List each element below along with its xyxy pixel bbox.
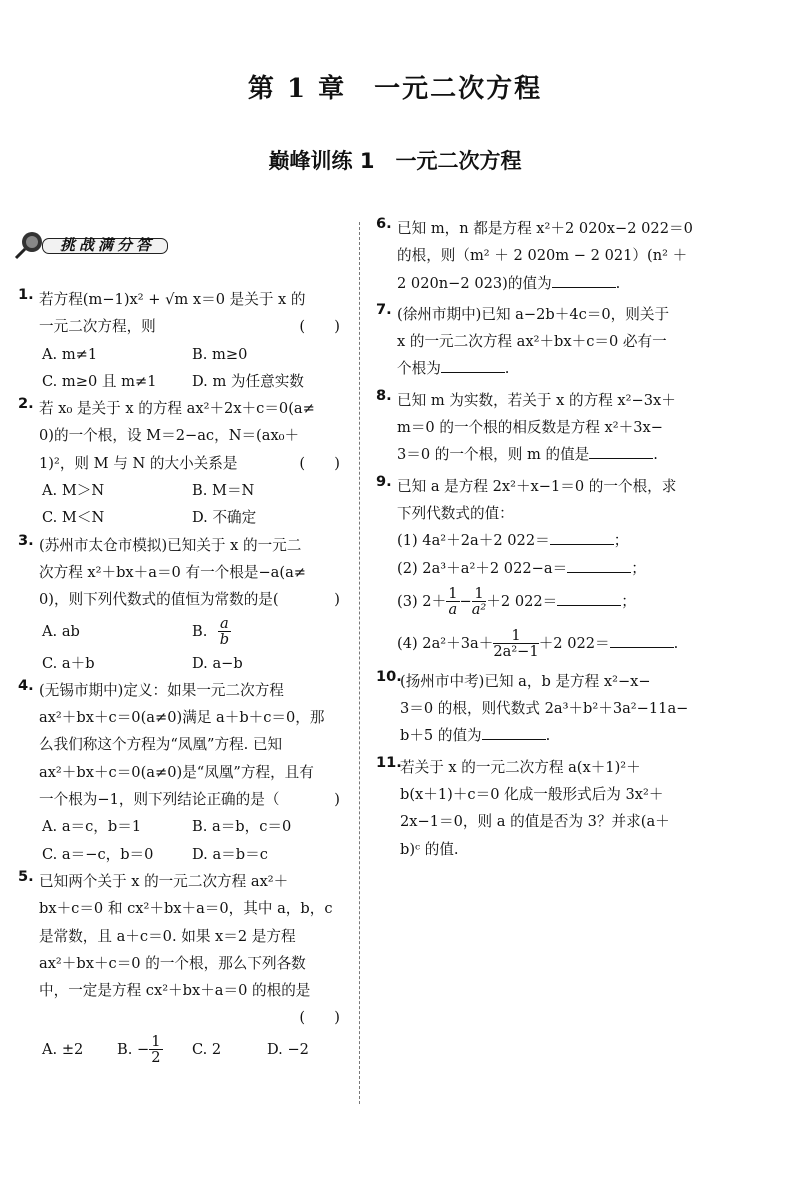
question-text: bx＋c＝0 和 cx²＋bx＋a＝0，其中 a，b，c [39, 900, 333, 918]
option-b: B. − $\frac{1}{2}$ [117, 1033, 161, 1067]
question-number: 6. [376, 215, 392, 232]
answer-paren: ( ) [299, 1009, 340, 1027]
option-c: C. 2 [192, 1040, 222, 1058]
question-text: x 的一元二次方程 ax²＋bx＋c＝0 必有一 [397, 333, 667, 351]
answer-blank[interactable] [610, 633, 674, 648]
question-7 [376, 301, 712, 383]
question-text: 若 x₀ 是关于 x 的方程 ax²＋2x＋c＝0(a≠ [39, 400, 315, 418]
option-b: B. M＝N [192, 482, 255, 500]
option-a: A. a＝c，b＝1 [42, 818, 142, 836]
option-d: D. m 为任意实数 [192, 372, 304, 390]
option-a: A. ab [42, 622, 80, 640]
answer-paren: ( ) [299, 454, 340, 472]
option-a: A. M＞N [42, 482, 105, 500]
option-c: C. a＝−c，b＝0 [42, 845, 154, 863]
option-d: D. −2 [267, 1040, 309, 1058]
question-text: ax²＋bx＋c＝0 的一个根，那么下列各数 [39, 954, 306, 972]
answer-blank[interactable] [567, 558, 631, 573]
answer-paren: ) [319, 591, 340, 609]
question-text: (扬州市中考)已知 a，b 是方程 x²−x− [400, 672, 651, 690]
fraction-numerator: 1 [448, 585, 458, 603]
sub-question-3: (3) 2＋ $\frac{1}{a}$ − $\frac{1}{\text{a²}}$ ＋2 022＝ ； [397, 585, 636, 619]
question-number: 10. [376, 667, 402, 685]
fraction-denominator: a² [471, 601, 487, 619]
chapter-title: 第 1 章 一元二次方程 [247, 74, 543, 104]
question-5 [18, 868, 344, 1068]
option-a: A. ±2 [42, 1040, 84, 1058]
challenge-badge [14, 228, 166, 262]
question-number: 8. [376, 386, 392, 404]
question-text: 是常数，且 a＋c＝0. 如果 x＝2 是方程 [39, 927, 296, 945]
question-text: 2 020n−2 023)的值为 . [397, 274, 621, 292]
question-2 [18, 395, 344, 531]
question-text [18, 1004, 344, 1031]
question-11 [376, 754, 712, 863]
question-number: 7. [376, 300, 392, 318]
fraction-denominator: 2a²−1 [493, 643, 539, 661]
sub-question-4: (4) 2a²＋3a＋ $\frac{1}{\text{2a²−1}}$ ＋2 022＝ . [397, 627, 679, 661]
question-text: 1)²，则 M 与 N 的大小关系是 ( ) [18, 450, 344, 477]
option-d: D. 不确定 [192, 509, 257, 527]
question-text: 3＝0 的一个根，则 m 的值是 . [397, 446, 658, 464]
question-text: (苏州市太仓市模拟)已知关于 x 的一元二 [39, 536, 302, 554]
sub-question-1: (1) 4a²＋2a＋2 022＝ ； [397, 532, 629, 550]
question-text: m＝0 的一个根的相反数是方程 x²＋3x− [397, 419, 663, 437]
option-d: D. a−b [192, 654, 243, 672]
question-1 [18, 286, 344, 395]
question-text: 已知两个关于 x 的一元二次方程 ax²＋ [39, 872, 289, 890]
question-8 [376, 387, 712, 469]
fraction-numerator: 1 [472, 586, 487, 602]
question-4 [18, 677, 344, 868]
question-text: 一元二次方程，则 ( ) [18, 313, 344, 340]
option-a: A. m≠1 [42, 345, 98, 363]
question-number: 9. [376, 472, 392, 490]
fraction-numerator: 1 [493, 628, 538, 644]
fraction-denominator: b [219, 631, 230, 649]
question-text: 个根为 . [397, 360, 510, 378]
question-text: 若关于 x 的一元二次方程 a(x＋1)²＋ [400, 758, 641, 776]
answer-blank[interactable] [557, 591, 621, 606]
question-text: 已知 a 是方程 2x²＋x−1＝0 的一个根，求 [397, 477, 677, 495]
question-text: 次方程 x²＋bx＋a＝0 有一个根是−a(a≠ [39, 563, 306, 581]
option-b: B. $\frac{a}{b}$ [192, 615, 230, 649]
right-column [376, 215, 712, 863]
answer-paren: ( ) [299, 318, 340, 336]
left-column [18, 286, 344, 1068]
question-number: 3. [18, 531, 34, 549]
answer-blank[interactable] [441, 358, 505, 373]
option-b: B. a＝b，c＝0 [192, 818, 292, 836]
question-number: 4. [18, 676, 34, 694]
question-text: 一个根为−1，则下列结论正确的是（ ) [18, 786, 344, 813]
badge-label: 挑战满分答 [60, 236, 156, 254]
fraction-denominator: a [448, 601, 458, 619]
answer-blank[interactable] [550, 530, 614, 545]
question-text: 的根，则（m² ＋ 2 020m − 2 021）(n² ＋ [397, 247, 688, 265]
question-number: 1. [18, 286, 34, 303]
question-text: 已知 m 为实数，若关于 x 的方程 x²−3x＋ [397, 391, 676, 409]
question-text: 3＝0 的根，则代数式 2a³＋b²＋3a²−11a− [400, 700, 689, 718]
question-text: 若方程(m−1)x² + √m x＝0 是关于 x 的 [39, 291, 306, 308]
sub-question-2: (2) 2a³＋a²＋2 022−a＝ ； [397, 559, 646, 577]
answer-blank[interactable] [482, 725, 546, 740]
question-text: 0)的一个根，设 M＝2−ac，N＝(ax₀＋ [39, 427, 300, 445]
question-text: 么我们称这个方程为“凤凰”方程. 已知 [39, 736, 283, 754]
option-b: B. m≥0 [192, 345, 248, 363]
question-9 [376, 473, 712, 666]
column-divider [359, 222, 360, 1104]
question-text: 2x−1＝0，则 a 的值是否为 3？并求(a＋ [400, 813, 670, 831]
answer-blank[interactable] [589, 444, 653, 459]
question-text: 下列代数式的值： [397, 504, 514, 522]
question-number: 11. [376, 753, 402, 771]
option-c: C. a＋b [42, 654, 95, 672]
question-text: (徐州市期中)已知 a−2b＋4c＝0，则关于 [397, 305, 670, 323]
fraction-denominator: 2 [151, 1049, 161, 1067]
question-text: b＋5 的值为 . [400, 727, 551, 745]
question-text: 已知 m，n 都是方程 x²＋2 020x−2 022＝0 [397, 220, 693, 237]
question-number: 2. [18, 395, 34, 413]
answer-blank[interactable] [552, 273, 616, 288]
question-number: 5. [18, 867, 34, 885]
fraction-numerator: 1 [151, 1033, 161, 1051]
question-text: ax²＋bx＋c＝0(a≠0)满足 a＋b＋c＝0，那 [39, 709, 325, 727]
answer-paren: ) [319, 791, 340, 809]
question-text: (无锡市期中)定义：如果一元二次方程 [39, 681, 284, 699]
section-title: 巅峰训练 1 一元二次方程 [268, 149, 522, 173]
option-c: C. m≥0 且 m≠1 [42, 372, 157, 390]
fraction-numerator: a [220, 615, 229, 633]
question-text: b(x＋1)＋c＝0 化成一般形式后为 3x²＋ [400, 786, 664, 804]
question-text: 中，一定是方程 cx²＋bx＋a＝0 的根的是 [39, 982, 311, 1000]
question-3 [18, 532, 344, 677]
question-text: b)ᶜ 的值. [400, 840, 459, 858]
question-10 [376, 668, 712, 750]
question-text: 0)，则下列代数式的值恒为常数的是( ) [18, 586, 344, 613]
option-c: C. M＜N [42, 509, 105, 527]
question-6 [376, 215, 712, 297]
question-text: ax²＋bx＋c＝0(a≠0)是“凤凰”方程，且有 [39, 763, 314, 781]
option-d: D. a＝b＝c [192, 845, 268, 863]
